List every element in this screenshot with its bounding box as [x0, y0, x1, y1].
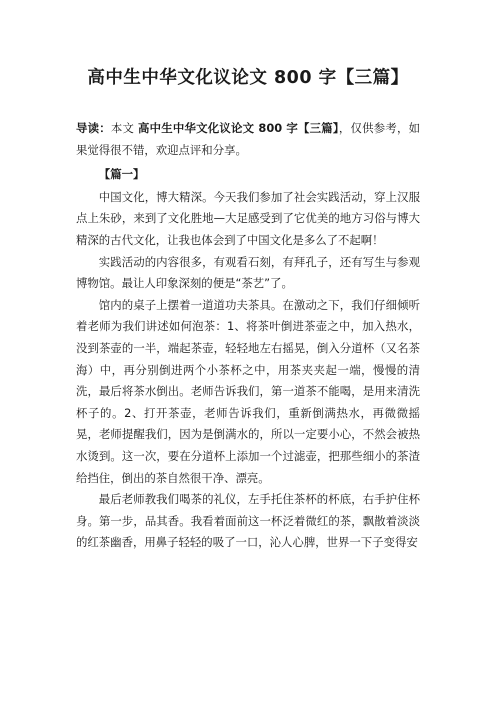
document-title: 高中生中华文化议论文 800 字【三篇】 [87, 68, 409, 88]
lead-prefix: 本文 [110, 121, 138, 135]
paragraph: 最后老师教我们喝茶的礼仪，左手托住茶杯的杯底，右手护住杯身。第一步，品其香。我看着面前这一杯泛着微红的茶，飘散着淡淡的红茶幽香，用鼻子轻轻的吸了一口，沁人心脾，世界一下子变得安 [76, 492, 420, 550]
lead-paragraph [76, 118, 420, 161]
section-heading: 【篇一】 [98, 167, 145, 182]
document-body [76, 118, 420, 554]
paragraph: 中国文化，博大精深。今天我们参加了社会实践活动，穿上汉服点上朱砂，来到了文化胜地—大足感受到了它优美的地方习俗与博大精深的古代文化，让我也体会到了中国文化是多么了不起啊！ [76, 189, 420, 247]
lead-suffix: ，仅供参考，如果觉得很不错，欢迎点评和分享。 [76, 121, 420, 157]
lead-highlight: 高中生中华文化议论文 800 字【三篇】 [137, 121, 339, 135]
paragraph: 实践活动的内容很多，有观看石刻，有拜孔子，还有写生与参观博物馆。最让人印象深刻的便是“茶艺”了。 [76, 254, 420, 291]
paragraph: 馆内的桌子上摆着一道道功夫茶具。在激动之下，我们仔细倾听着老师为我们讲述如何泡茶：1、将茶叶倒进茶壶之中，加入热水，没到茶壶的一半，端起茶壶，轻轻地左右摇晃，倒入分道杯（又名茶海）中，再分别倒进两个小茶杯之中，用茶夹夹起一端，慢慢的清洗，最后将茶水倒出。老师告诉我们，第一道茶不能喝，是用来清洗杯子的。2、打开茶壶，老师告诉我们，重新倒满热水，再微微摇晃，老师提醒我们，因为是倒满水的，所以一定要小心，不然会被热水烫到。这一次，要在分道杯上添加一个过滤壶，把那些细小的茶渣给挡住，倒出的茶自然很干净、漂亮。 [76, 297, 420, 485]
lead-label: 导读： [76, 121, 111, 135]
